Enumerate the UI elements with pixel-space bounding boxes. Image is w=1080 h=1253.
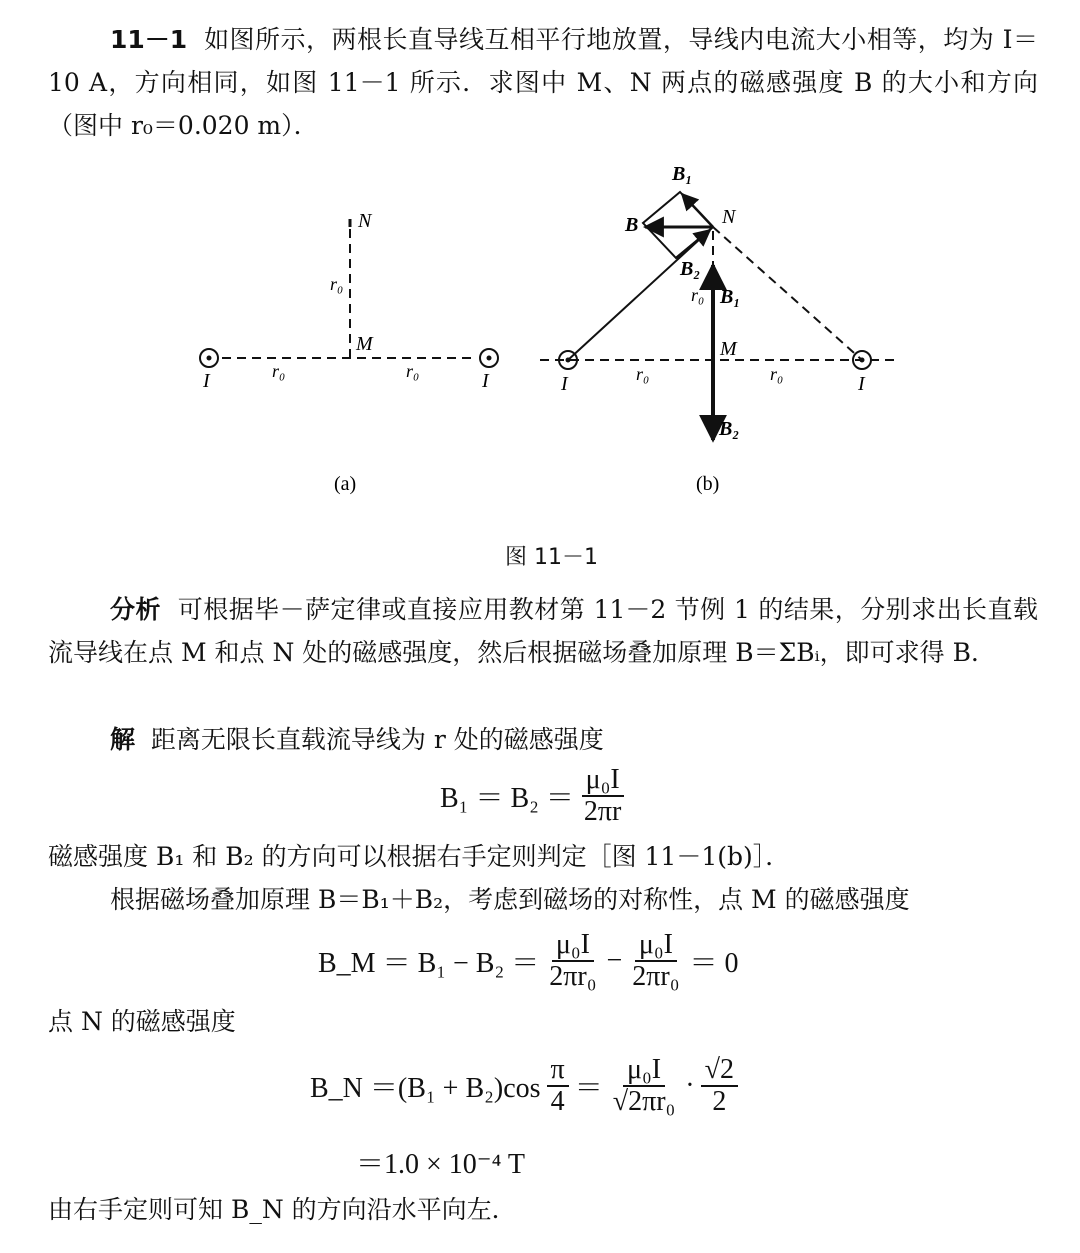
analysis-heading: 分析 [110,595,161,624]
problem-number: 11－1 [110,25,188,54]
vector-b1-at-n [682,194,713,227]
label-r0-vert-a: r₀ [330,274,344,294]
label-b2-m: B₂ [719,418,740,440]
label-b1-m: B₁ [720,286,741,308]
wire-right-a [480,349,498,367]
equation-bm: B_M ＝ B₁ − B₂ ＝ $\frac{\text{μ₀I}}{\text{2πr₀}}$ − $\frac{\text{μ₀I}}{\text{2πr₀}}$ ＝ 0 [318,929,739,992]
label-i-right-b: I [858,373,865,395]
equation-bn-value: ＝1.0 × 10⁻⁴ T [356,1149,525,1180]
vector-b2-at-n [676,230,710,258]
figure-11-1 [0,155,1080,525]
solution-line-5: 由右手定则可知 B_N 的方向沿水平向左． [48,1195,517,1224]
caption-a: (a) [334,473,357,495]
analysis-paragraph [48,588,1038,674]
analysis-text: 可根据毕－萨定律或直接应用教材第 11－2 节例 1 的结果，分别求出长直载流导线在点 M 和点 N 处的磁感强度，然后根据磁场叠加原理 B＝ΣBᵢ，即可求得 B． [48,595,1038,667]
equation-b1-b2: B₁ ＝ B₂ ＝ $\frac{\text{μ₀I}}{2\pi r}$ [440,765,631,827]
solution-line-3: 根据磁场叠加原理 B＝B₁＋B₂，考虑到磁场的对称性，点 M 的磁感强度 [110,885,910,914]
problem-text: 如图所示，两根长直导线互相平行地放置，导线内电流大小相等，均为 I＝10 A，方向相同，如图 11－1 所示．求图中 M、N 两点的磁感强度 B 的大小和方向（图中 r₀＝0.020 m）． [48,25,1038,140]
label-r0-right-a: r₀ [406,361,420,381]
vector-parallelogram [643,192,713,258]
subfigure-a [200,210,498,495]
label-b1-top: B₁ [672,163,693,185]
label-r0-left-a: r₀ [272,361,286,381]
label-b2-n: B₂ [680,258,701,280]
equation-bn: B_N ＝(B₁ + B₂)cos $\frac{\pi}{4}$ ＝ $\frac{\text{μ₀I}}{\text{√2πr₀}}$ · $\frac{√2}{2}$ [310,1055,744,1117]
figure-caption: 图 11－1 [505,545,598,570]
label-n-b: N [722,206,736,228]
solution-line-2: 磁感强度 B₁ 和 B₂ 的方向可以根据右手定则判定［图 11－1(b)］． [48,842,791,871]
solution-line-1: 解 距离无限长直载流导线为 r 处的磁感强度 [110,725,604,754]
label-r0-vert-b: r₀ [691,285,705,305]
solution-line-4: 点 N 的磁感强度 [48,1007,236,1036]
label-i-left-a: I [203,370,210,392]
solution-heading: 解 [110,725,136,754]
label-i-left-b: I [561,373,568,395]
label-b-b: B [625,214,639,236]
problem-statement [48,18,1038,147]
label-r0-left-b: r₀ [636,364,650,384]
label-r0-right-b: r₀ [770,364,784,384]
caption-b: (b) [696,473,720,495]
label-n-a: N [358,210,372,232]
label-m-a: M [356,333,373,355]
label-m-b: M [720,338,737,360]
subfigure-b [540,163,900,495]
label-i-right-a: I [482,370,489,392]
wire-left-a [200,349,218,367]
